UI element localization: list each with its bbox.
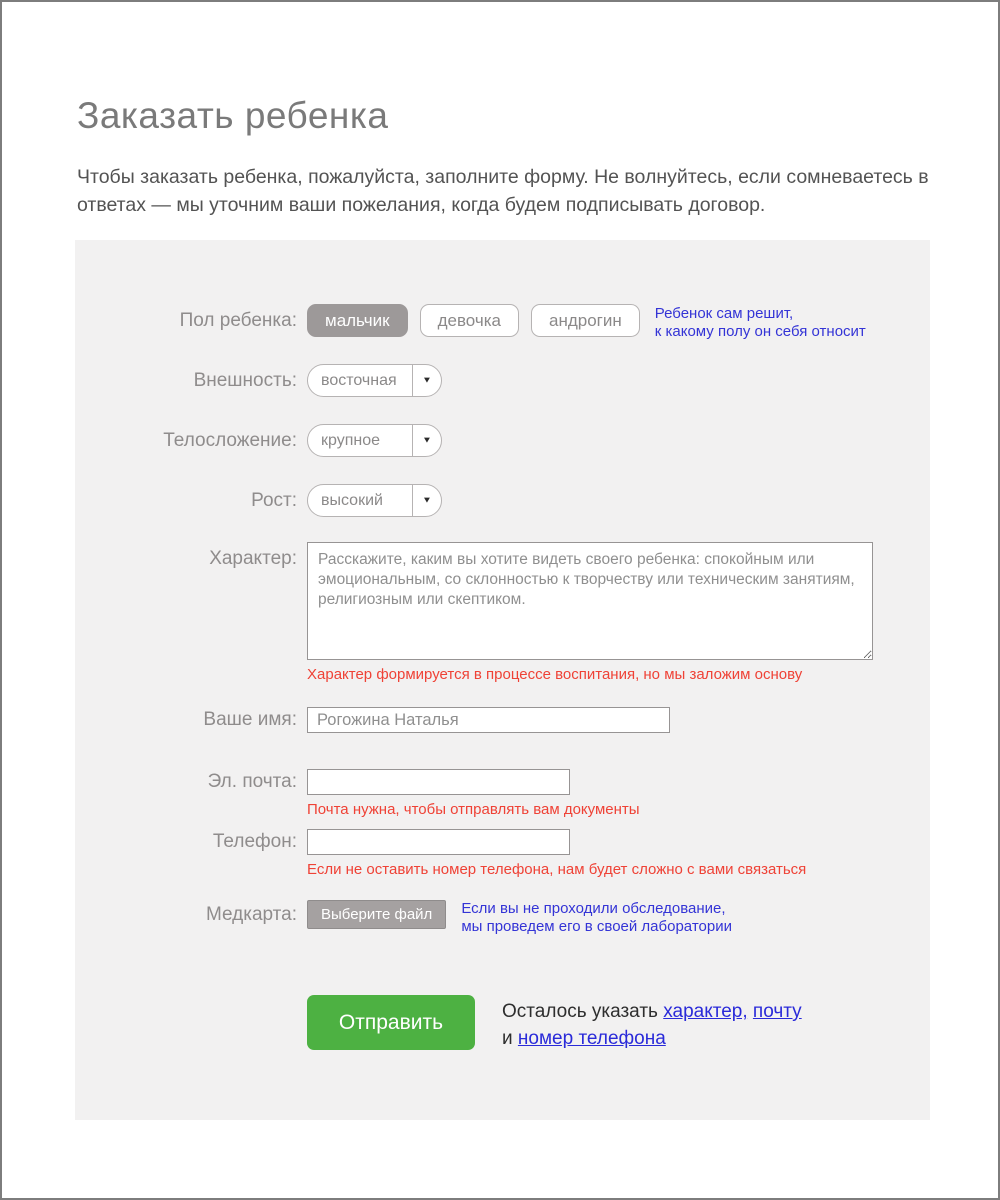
medcard-hint-line2: мы проведем его в своей лаборатории: [461, 918, 732, 935]
field-row-email: [75, 769, 640, 818]
character-hint: Характер формируется в процессе воспитания, но мы заложим основу: [307, 666, 803, 683]
medcard-hint-line1: Если вы не проходили обследование,: [461, 900, 726, 917]
field-row-phone: [75, 829, 806, 878]
link-phone[interactable]: номер телефона: [517, 1028, 666, 1049]
choose-file-button[interactable]: Выберите файл: [307, 900, 446, 929]
gender-option-androgyne[interactable]: андрогин: [531, 304, 640, 337]
status-line2: [502, 1025, 802, 1052]
page-title: Заказать ребенка: [77, 94, 389, 136]
height-selected-value: высокий: [321, 492, 383, 509]
name-input[interactable]: [307, 707, 670, 733]
status-and: и: [502, 1028, 513, 1049]
medcard-hint: [461, 900, 732, 936]
medcard-label: Медкарта:: [205, 904, 297, 925]
gender-option-boy[interactable]: мальчик: [307, 304, 408, 337]
build-select[interactable]: [307, 424, 442, 457]
status-line1: [502, 998, 802, 1025]
field-row-build: [75, 424, 442, 457]
chevron-down-icon: ▼: [422, 375, 432, 386]
appearance-label: Внешность:: [193, 370, 297, 391]
gender-button-group: [307, 304, 640, 337]
build-selected-value: крупное: [321, 432, 381, 449]
height-select[interactable]: [307, 484, 442, 517]
gender-label: Пол ребенка:: [179, 310, 297, 331]
field-row-height: [75, 484, 442, 517]
appearance-select[interactable]: [307, 364, 442, 397]
height-label: Рост:: [251, 490, 297, 511]
field-row-character: [75, 542, 873, 683]
email-label: Эл. почта:: [207, 771, 297, 792]
field-row-gender: [75, 304, 866, 341]
remaining-fields-status: [502, 995, 802, 1052]
height-dropdown-arrow-box: [412, 485, 441, 516]
build-dropdown-arrow-box: [412, 425, 441, 456]
build-label: Телосложение:: [163, 430, 297, 451]
field-row-name: [75, 707, 670, 733]
gender-hint-line1: Ребенок сам решит,: [654, 305, 794, 322]
appearance-selected-value: восточная: [321, 372, 397, 389]
phone-label: Телефон:: [212, 831, 297, 852]
character-label: Характер:: [209, 548, 297, 569]
email-input[interactable]: [307, 769, 570, 795]
phone-hint: Если не оставить номер телефона, нам будет сложно с вами связаться: [307, 861, 807, 878]
form-panel: [75, 240, 930, 1120]
intro-text: Чтобы заказать ребенка, пожалуйста, заполните форму. Не волнуйтесь, если сомневаетесь в ответах — мы уточним ваши пожелания, когда будем подписывать договор.: [77, 165, 929, 216]
field-row-appearance: [75, 364, 442, 397]
character-textarea[interactable]: [307, 542, 873, 660]
chevron-down-icon: ▼: [422, 495, 432, 506]
field-row-medcard: [75, 900, 732, 936]
status-prefix: Осталось указать: [502, 1001, 658, 1022]
phone-input[interactable]: [307, 829, 570, 855]
chevron-down-icon: ▼: [422, 435, 432, 446]
appearance-dropdown-arrow-box: [412, 365, 441, 396]
gender-hint-line2: к какому полу он себя относит: [654, 323, 866, 340]
name-label: Ваше имя:: [203, 709, 297, 730]
submit-row: [307, 995, 802, 1052]
submit-button[interactable]: Отправить: [307, 995, 475, 1050]
gender-option-girl[interactable]: девочка: [420, 304, 519, 337]
gender-hint: [655, 304, 866, 341]
link-email[interactable]: почту: [752, 1001, 802, 1022]
link-character[interactable]: характер,: [663, 1001, 748, 1022]
email-hint: Почта нужна, чтобы отправлять вам документы: [307, 801, 640, 818]
